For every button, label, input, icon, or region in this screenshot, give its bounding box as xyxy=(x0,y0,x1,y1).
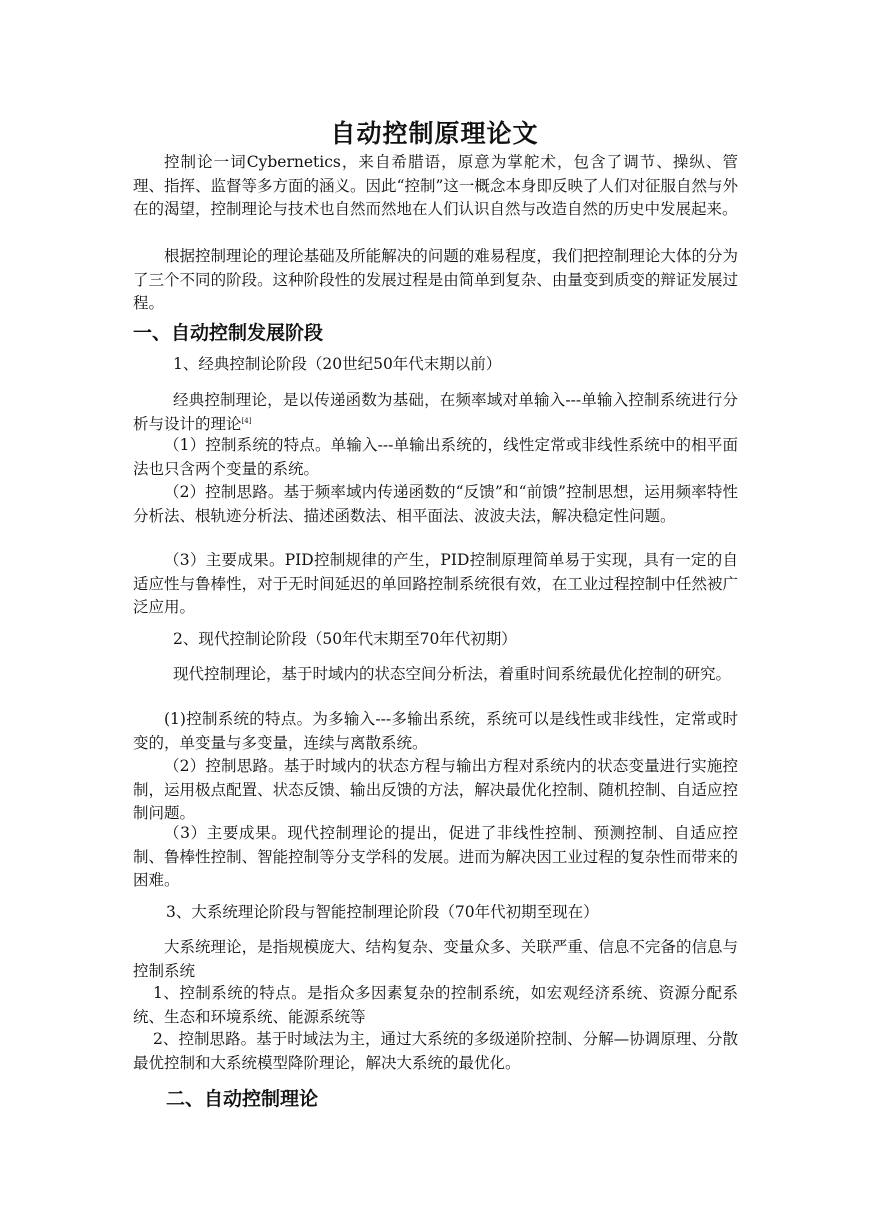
stage-3-heading: 3、大系统理论阶段与智能控制理论阶段（70年代初期至现在） xyxy=(166,903,599,921)
stage-1-point-2: （2）控制思路。基于频率域内传递函数的“反馈”和“前馈”控制思想，运用频率特性分析法、根轨迹分析法、描述函数法、相平面法、波波夫法，解决稳定性问题。 xyxy=(133,483,738,525)
stage-2-point-2: （2）控制思路。基于时域内的状态方程与输出方程对系统内的状态变量进行实施控制，运用极点配置、状态反馈、输出反馈的方法，解决最优化控制、随机控制、自适应控制问题。 xyxy=(133,757,738,823)
citation-ref: [4] xyxy=(241,416,252,425)
stage-3-intro: 大系统理论，是指规模庞大、结构复杂、变量众多、关联严重、信息不完备的信息与控制系统 xyxy=(133,938,738,980)
stage-2-point-3: （3）主要成果。现代控制理论的提出，促进了非线性控制、预测控制、自适应控制、鲁棒性控制、智能控制等分支学科的发展。进而为解决因工业过程的复杂性而带来的困难。 xyxy=(133,824,738,890)
stage-1-point-1: （1）控制系统的特点。单输入---单输出系统的，线性定常或非线性系统中的相平面法也只含两个变量的系统。 xyxy=(133,436,738,478)
stage-2-point-1: (1)控制系统的特点。为多输入---多输出系统，系统可以是线性或非线性，定常或时变的，单变量与多变量，连续与离散系统。 xyxy=(133,710,738,752)
section-2-heading: 二、自动控制理论 xyxy=(166,1088,319,1110)
document-title: 自动控制原理论文 xyxy=(330,119,539,148)
section-1-heading: 一、自动控制发展阶段 xyxy=(133,322,324,344)
stage-1-heading: 1、经典控制论阶段（20世纪50年代末期以前） xyxy=(173,355,502,373)
intro-paragraph-1: 控制论一词Cybernetics，来自希腊语，原意为掌舵术，包含了调节、操纵、管理、指挥、监督等多方面的涵义。因此“控制”这一概念本身即反映了人们对征服自然与外在的渴望，控制理论与技术也自然而然地在人们认识自然与改造自然的历史中发展起来。 xyxy=(133,153,738,219)
stage-1-intro-text: 经典控制理论，是以传递函数为基础，在频率域对单输入---单输入控制系统进行分析与设计的理论 xyxy=(133,391,738,433)
stage-3-point-2: 2、控制思路。基于时域法为主，通过大系统的多级递阶控制、分解—协调原理、分散最优控制和大系统模型降阶理论，解决大系统的最优化。 xyxy=(133,1030,738,1072)
stage-2-heading: 2、现代控制论阶段（50年代末期至70年代初期） xyxy=(173,630,517,648)
stage-1-point-3: （3）主要成果。PID控制规律的产生，PID控制原理简单易于实现，具有一定的自适应性与鲁棒性，对于无时间延迟的单回路控制系统很有效，在工业过程控制中任然被广泛应用。 xyxy=(133,551,738,617)
intro-paragraph-2: 根据控制理论的理论基础及所能解决的问题的难易程度，我们把控制理论大体的分为了三个不同的阶段。这种阶段性的发展过程是由简单到复杂、由量变到质变的辩证发展过程。 xyxy=(133,247,738,313)
stage-2-intro: 现代控制理论，基于时域内的状态空间分析法，着重时间系统最优化控制的研究。 xyxy=(173,665,732,683)
stage-1-intro xyxy=(133,389,738,436)
stage-3-point-1: 1、控制系统的特点。是指众多因素复杂的控制系统，如宏观经济系统、资源分配系统、生态和环境系统、能源系统等 xyxy=(133,984,738,1026)
